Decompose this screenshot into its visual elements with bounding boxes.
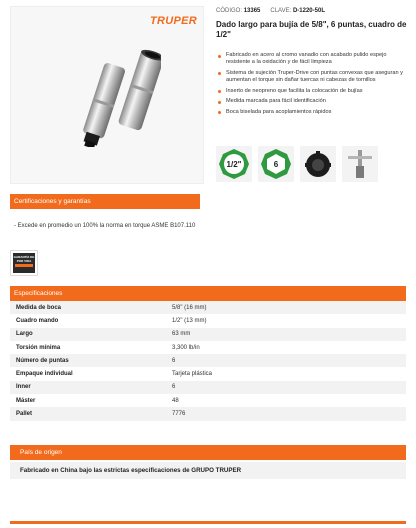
bullet-icon (218, 101, 221, 104)
specifications-header: Especificaciones (10, 286, 406, 301)
product-title: Dado largo para bujía de 5/8", 6 puntas, cuadro de 1/2" (216, 20, 407, 39)
feature-item: Inserto de neopreno que facilita la colocación de bujías (216, 88, 412, 95)
footer-divider (10, 521, 406, 524)
key-label: CLAVE: (270, 8, 292, 14)
table-row: Torsión mínima 3,300 lb/in (10, 341, 406, 354)
table-row: Empaque individual Tarjeta plástica (10, 367, 406, 380)
table-row: Pallet 7776 (10, 407, 406, 420)
drive-size-label: 1/2" (226, 160, 242, 169)
warranty-badge (10, 250, 38, 276)
feature-list (216, 52, 412, 119)
socket-photo (71, 47, 161, 147)
bullet-icon (218, 55, 221, 58)
code-value: 13365 (243, 8, 261, 14)
table-row: Largo 63 mm (10, 328, 406, 341)
bullet-icon (218, 90, 221, 93)
warranty-badge-icon: GARANTÍA DE POR VIDA (13, 253, 35, 273)
feature-item: Medida marcada para fácil identificación (216, 98, 412, 105)
origin-header: País de origen (10, 445, 406, 460)
feature-item: Sistema de sujeción Truper-Drive con puntas convexas que aseguran y aumentan el torque sin dañar tuercas ni cabezas de tornillos (216, 70, 412, 84)
feature-item: Boca biselada para acoplamientos rápidos (216, 109, 412, 116)
product-codes (216, 8, 325, 14)
table-row: Inner 6 (10, 381, 406, 394)
table-row: Medida de boca 5/8" (16 mm) (10, 301, 406, 314)
ratchet-use-icon[interactable] (342, 146, 378, 182)
origin-text: Fabricado en China bajo las estrictas especificaciones de GRUPO TRUPER (10, 462, 406, 479)
feature-thumbnails (216, 146, 378, 182)
table-row: Número de puntas 6 (10, 354, 406, 367)
bullet-icon (218, 72, 221, 75)
truper-logo: TRUPER (149, 15, 197, 27)
code-label: CÓDIGO: (216, 8, 243, 14)
certifications-text: - Excede en promedio un 100% la norma en torque ASME B107.110 (14, 223, 196, 229)
specifications-table (10, 301, 406, 421)
feature-item: Fabricado en acero al cromo vanadio con acabado pulido espejo resistente a la oxidación y de fácil limpieza (216, 52, 412, 66)
drive-size-icon[interactable] (216, 146, 252, 182)
certifications-header: Certificaciones y garantías (10, 194, 200, 209)
table-row: Cuadro mando 1/2" (13 mm) (10, 314, 406, 327)
table-row: Máster 48 (10, 394, 406, 407)
key-value: D-1220-50L (292, 8, 325, 14)
neoprene-insert-icon[interactable] (300, 146, 336, 182)
six-point-icon[interactable] (258, 146, 294, 182)
points-label: 6 (273, 160, 279, 169)
product-image (10, 6, 204, 184)
bullet-icon (218, 111, 221, 114)
